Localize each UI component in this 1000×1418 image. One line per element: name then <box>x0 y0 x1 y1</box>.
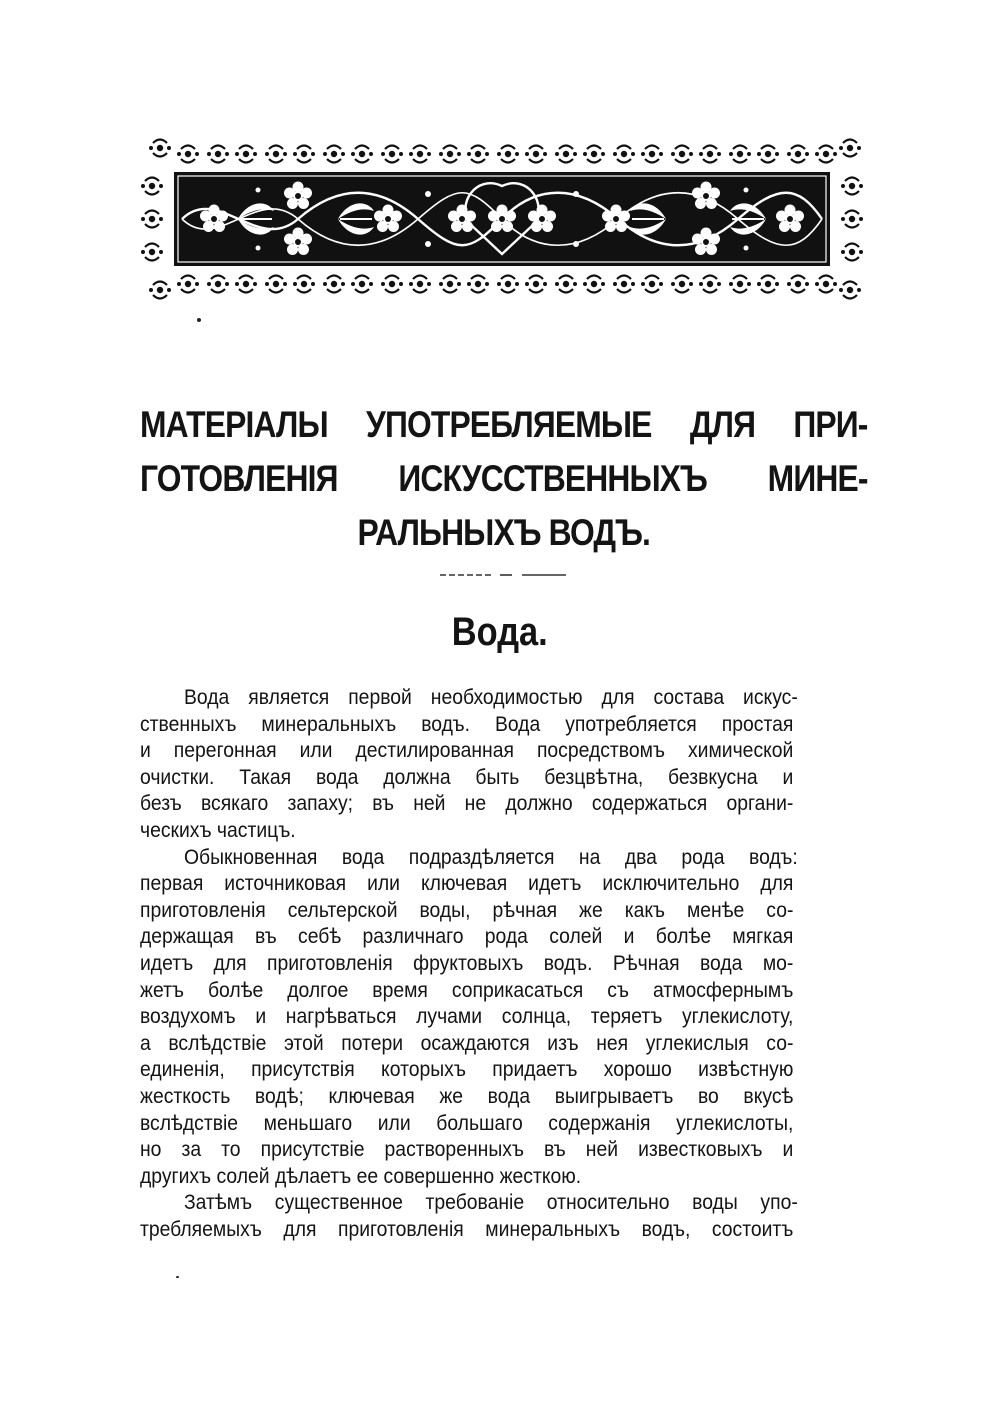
text-line: первая источниковая или ключевая идетъ исключительно для <box>140 871 794 896</box>
text-line: безъ всякаго запаху; въ ней не должно содержаться органи- <box>140 791 794 816</box>
ornament-top-border <box>149 140 861 163</box>
text-line: а вслѣдствіе этой потери осаждаются изъ нея углекислыя со- <box>140 1030 794 1055</box>
text-line: идетъ для приготовленія фруктовыхъ водъ. Рѣчная вода мо- <box>140 950 794 975</box>
text-line: вслѣдствіе меньшаго или большаго содержанія углекислоты, <box>140 1110 794 1135</box>
ornament-center-panel <box>174 172 830 266</box>
text-line: очистки. Такая вода должна быть безцвѣтна, безвкусна и <box>140 764 794 789</box>
floral-headpiece-ornament <box>138 134 866 304</box>
print-speck <box>197 318 201 322</box>
text-line: воздухомъ и нагрѣваться лучами солнца, теряетъ углекислоту, <box>140 1004 794 1029</box>
heading-line: МАТЕРІАЛЫ УПОТРЕБЛЯЕМЫЕ ДЛЯ ПРИ- <box>140 404 868 445</box>
text-line: приготовленія сельтерской воды, рѣчная же какъ менѣе со- <box>140 897 794 922</box>
print-speck <box>176 1276 179 1278</box>
text-line: держащая въ себѣ различнаго рода солей и болѣе мягкая <box>140 924 794 949</box>
text-line: единенія, присутствія которыхъ придаетъ хорошо извѣстную <box>140 1057 794 1082</box>
text-line: но за то присутствіе растворенныхъ въ ней известковыхъ и <box>140 1137 794 1162</box>
text-line: Обыкновенная вода подраздѣляется на два рода водъ: <box>184 844 798 869</box>
body-text <box>140 684 866 1242</box>
text-line: другихъ солей дѣлаетъ ее совершенно жесткою. <box>140 1163 582 1188</box>
text-line: требляемыхъ для приготовленія минеральныхъ водъ, состоитъ <box>140 1216 794 1241</box>
section-title: Вода. <box>452 610 548 654</box>
text-line: Затѣмъ существенное требованіе относительно воды упо- <box>184 1190 798 1215</box>
heading-line: ГОТОВЛЕНІЯ ИСКУССТВЕННЫХЪ МИНЕ- <box>140 458 868 499</box>
text-line: жесткость водѣ; ключевая же вода выигрываетъ во вкусѣ <box>140 1083 794 1108</box>
chapter-heading <box>140 398 868 560</box>
text-line: ственныхъ минеральныхъ водъ. Вода употребляется простая <box>140 711 794 736</box>
ornament-bottom-border <box>149 276 861 299</box>
section-divider-rule <box>440 573 566 577</box>
heading-line: РАЛЬНЫХЪ ВОДЪ. <box>357 512 651 553</box>
text-line: Вода является первой необходимостью для состава искус- <box>184 685 798 709</box>
text-line: и перегонная или дестилированная посредствомъ химической <box>140 738 794 763</box>
text-line: жетъ болѣе долгое время соприкасаться съ атмосфернымъ <box>140 977 794 1002</box>
text-line: ческихъ частицъ. <box>140 817 296 842</box>
